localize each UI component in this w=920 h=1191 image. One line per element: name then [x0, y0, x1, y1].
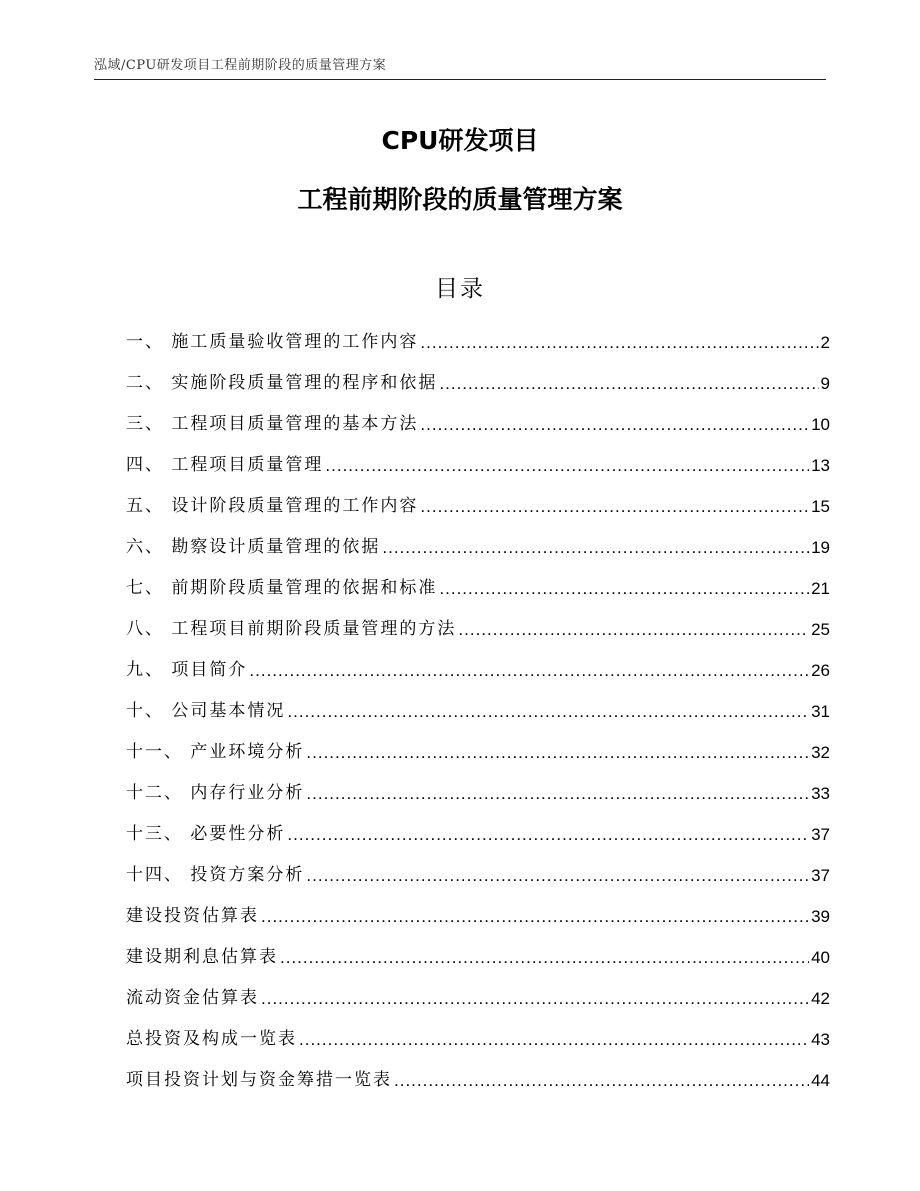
toc-entry-label: 流动资金估算表	[126, 988, 259, 1008]
toc-entry-page: 37	[811, 825, 830, 844]
toc-dot-leader	[394, 1060, 809, 1101]
toc-entry[interactable]	[126, 445, 830, 486]
toc-entry-page: 15	[811, 497, 830, 516]
toc-entry[interactable]	[126, 363, 830, 404]
toc-entry-page: 44	[811, 1071, 830, 1090]
toc-entry[interactable]	[126, 404, 830, 445]
toc-dot-leader	[382, 527, 809, 568]
toc-entry-label: 五、 设计阶段质量管理的工作内容	[126, 496, 419, 516]
toc-entry-page: 39	[811, 907, 830, 926]
toc-entry-label: 十、 公司基本情况	[126, 701, 286, 721]
toc-dot-leader	[420, 322, 818, 363]
toc-entry[interactable]	[126, 732, 830, 773]
toc-entry-page: 9	[820, 374, 830, 393]
toc-entry[interactable]	[126, 1019, 830, 1060]
toc-entry-label: 一、 施工质量验收管理的工作内容	[126, 332, 419, 352]
toc-entry-label: 十三、 必要性分析	[126, 824, 286, 844]
toc-entry[interactable]	[126, 691, 830, 732]
toc-dot-leader	[325, 445, 809, 486]
toc-entry-page: 19	[811, 538, 830, 557]
toc-entry-page: 32	[811, 743, 830, 762]
toc-heading: 目录	[435, 276, 485, 302]
toc-entry[interactable]	[126, 609, 830, 650]
running-header: 泓域/CPU研发项目工程前期阶段的质量管理方案	[94, 54, 826, 80]
toc-entry[interactable]	[126, 650, 830, 691]
toc-entry-label: 总投资及构成一览表	[126, 1029, 297, 1049]
toc-dot-leader	[306, 855, 809, 896]
toc-entry-label: 八、 工程项目前期阶段质量管理的方法	[126, 619, 457, 639]
toc-entry-label: 九、 项目简介	[126, 660, 248, 680]
toc-entry-label: 二、 实施阶段质量管理的程序和依据	[126, 373, 438, 393]
toc-entry[interactable]	[126, 486, 830, 527]
toc-dot-leader	[439, 568, 809, 609]
toc-entry-label: 六、 勘察设计质量管理的依据	[126, 537, 381, 557]
toc-entry[interactable]	[126, 896, 830, 937]
toc-dot-leader	[439, 363, 818, 404]
toc-entry[interactable]	[126, 773, 830, 814]
toc-dot-leader	[249, 650, 809, 691]
toc-entry-label: 建设期利息估算表	[126, 947, 278, 967]
toc-entry-page: 43	[811, 1030, 830, 1049]
table-of-contents	[126, 322, 830, 1101]
toc-dot-leader	[306, 773, 809, 814]
toc-entry-page: 25	[811, 620, 830, 639]
toc-dot-leader	[299, 1019, 809, 1060]
toc-dot-leader	[306, 732, 809, 773]
toc-entry-page: 10	[811, 415, 830, 434]
toc-entry-page: 21	[811, 579, 830, 598]
toc-dot-leader	[280, 937, 809, 978]
toc-entry-label: 七、 前期阶段质量管理的依据和标准	[126, 578, 438, 598]
toc-entry-page: 26	[811, 661, 830, 680]
toc-entry-label: 项目投资计划与资金筹措一览表	[126, 1070, 392, 1090]
toc-entry-page: 42	[811, 989, 830, 1008]
toc-dot-leader	[287, 691, 809, 732]
document-title-line-1: CPU研发项目	[381, 126, 539, 155]
toc-entry[interactable]	[126, 322, 830, 363]
toc-entry-page: 31	[811, 702, 830, 721]
toc-dot-leader	[420, 486, 809, 527]
toc-entry[interactable]	[126, 1060, 830, 1101]
toc-entry-page: 40	[811, 948, 830, 967]
toc-entry-label: 建设投资估算表	[126, 906, 259, 926]
toc-dot-leader	[261, 896, 809, 937]
toc-dot-leader	[420, 404, 809, 445]
toc-entry[interactable]	[126, 527, 830, 568]
toc-entry-label: 十二、 内存行业分析	[126, 783, 305, 803]
toc-dot-leader	[458, 609, 809, 650]
toc-dot-leader	[287, 814, 809, 855]
toc-entry-page: 13	[811, 456, 830, 475]
document-title-line-2: 工程前期阶段的质量管理方案	[297, 185, 623, 214]
toc-entry-label: 四、 工程项目质量管理	[126, 455, 324, 475]
toc-entry[interactable]	[126, 568, 830, 609]
toc-entry-page: 33	[811, 784, 830, 803]
toc-entry-page: 2	[820, 333, 830, 352]
toc-entry[interactable]	[126, 937, 830, 978]
toc-entry-page: 37	[811, 866, 830, 885]
toc-entry[interactable]	[126, 855, 830, 896]
toc-dot-leader	[261, 978, 809, 1019]
toc-entry-label: 三、 工程项目质量管理的基本方法	[126, 414, 419, 434]
toc-entry[interactable]	[126, 814, 830, 855]
toc-entry[interactable]	[126, 978, 830, 1019]
toc-entry-label: 十四、 投资方案分析	[126, 865, 305, 885]
toc-entry-label: 十一、 产业环境分析	[126, 742, 305, 762]
